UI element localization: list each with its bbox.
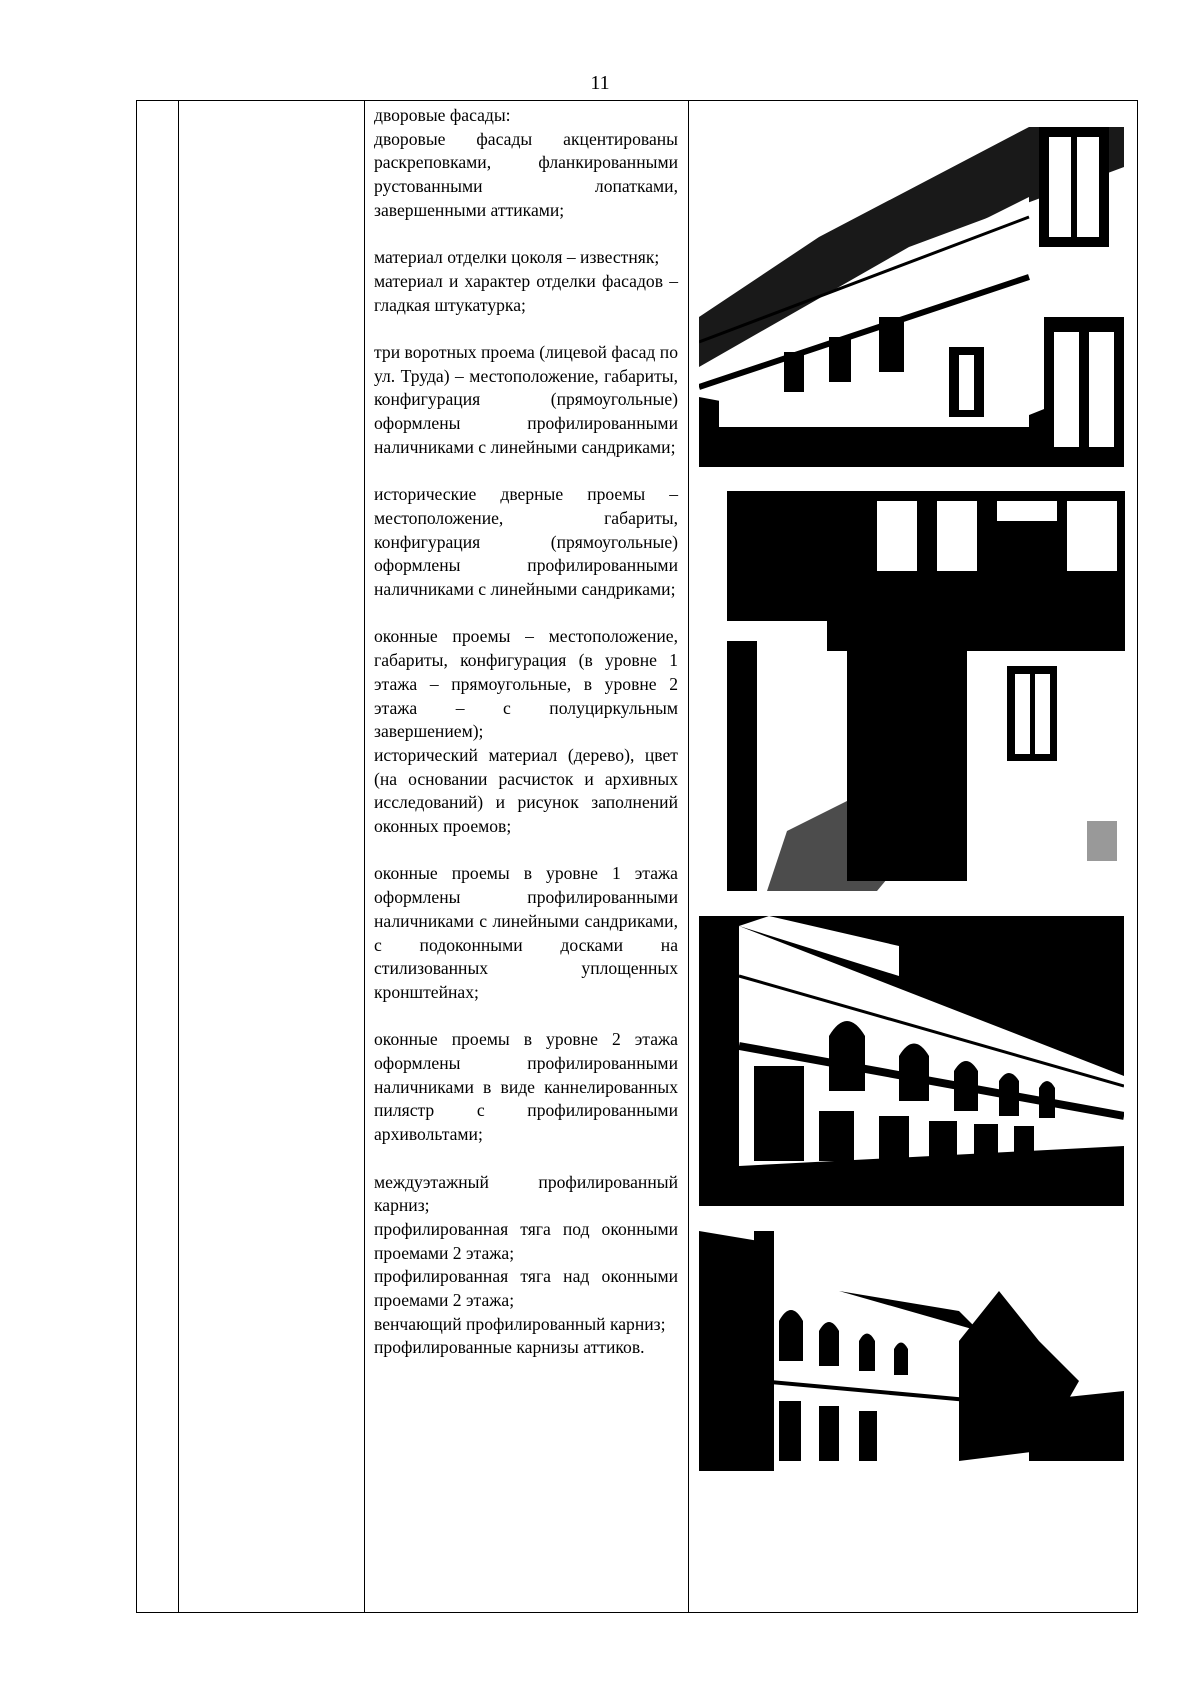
description-line: междуэтажный профилированный карниз; (374, 1171, 678, 1216)
description-group-1 (374, 104, 678, 223)
courtyard-facade-photo (699, 127, 1124, 467)
protection-subject-table (136, 100, 1138, 1613)
description-line: исторический материал (дерево), цвет (на основании расчисток и архивных исследований) и рисунок заполнений оконных проемов; (374, 744, 678, 837)
description-line: исторические дверные проемы – местоположение, габариты, конфигурация (прямоугольные) оформлены профилированными наличниками с линейными сандриками; (374, 484, 678, 600)
description-line: профилированная тяга над оконными проемами 2 этажа; (374, 1266, 678, 1311)
description-line: материал и характер отделки фасадов – гладкая штукатурка; (374, 270, 678, 315)
description-group-7 (374, 1028, 678, 1147)
page-number: 11 (590, 72, 610, 94)
description-group-4 (374, 483, 678, 602)
description-line: профилированная тяга под оконными проемами 2 этажа; (374, 1218, 678, 1263)
description-line: оконные проемы в уровне 1 этажа оформлены профилированными наличниками с линейными сандриками, с подоконными досками на стилизованных уплощенных кронштейнах; (374, 863, 678, 1002)
description-group-6 (374, 862, 678, 1004)
description-line: материал отделки цоколя – известняк; (374, 247, 660, 268)
description-cell (365, 101, 689, 1613)
description-line: дворовые фасады акцентированы раскреповками, фланкированными рустованными лопатками, завершенными аттиками; (374, 128, 678, 220)
building-corner-photo (699, 1231, 1124, 1493)
description-group-8 (374, 1171, 678, 1361)
description-line: профилированные карнизы аттиков. (374, 1337, 645, 1358)
arcade-facade-photo (699, 916, 1124, 1206)
description-line: оконные проемы – местоположение, габариты, конфигурация (в уровне 1 этажа – прямоугольные, в уровне 2 этажа – с полуциркульным завершением); (374, 626, 678, 742)
description-line: дворовые фасады: (374, 105, 511, 125)
description-line: оконные проемы в уровне 2 этажа оформлены профилированными наличниками в виде каннелированных пилястр с профилированными архивольтами; (374, 1029, 678, 1145)
description-group-2 (374, 246, 678, 317)
name-cell (179, 101, 365, 1613)
number-cell (137, 101, 179, 1613)
description-group-5 (374, 625, 678, 838)
gateway-passage-photo (727, 491, 1125, 891)
table-row (137, 101, 1138, 1613)
description-line: венчающий профилированный карниз; (374, 1313, 666, 1334)
photo-cell (689, 101, 1138, 1613)
description-line: три воротных проема (лицевой фасад по ул. Труда) – местоположение, габариты, конфигурация (прямоугольные) оформлены профилированными наличниками с линейными сандриками; (374, 342, 678, 457)
description-group-3 (374, 341, 678, 460)
